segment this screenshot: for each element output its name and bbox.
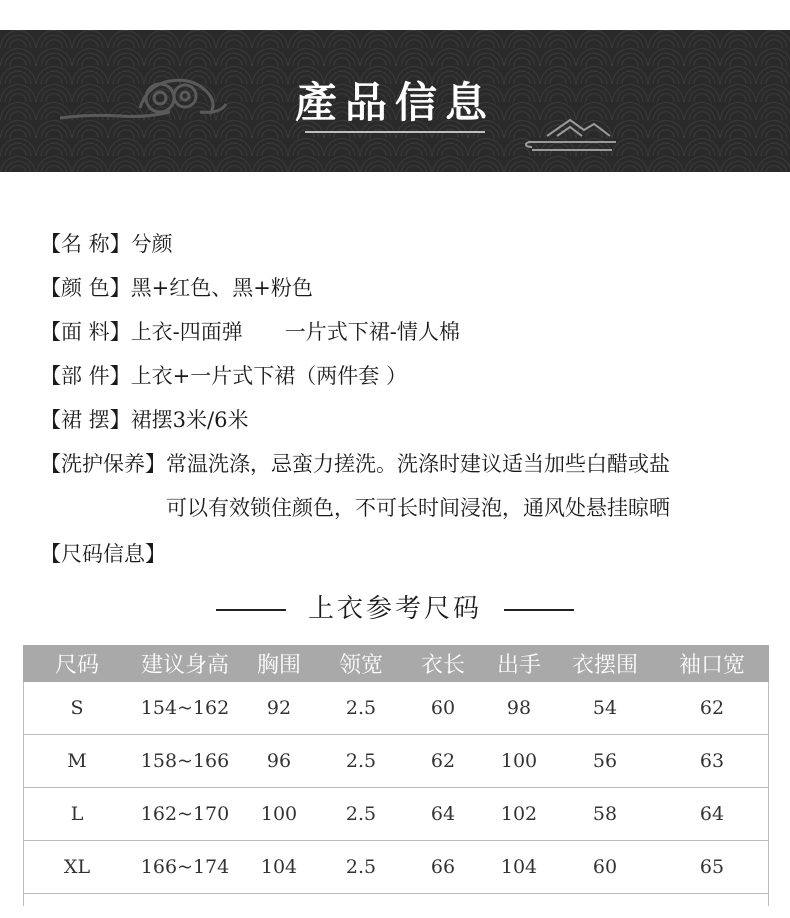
mountain-ornament-icon xyxy=(522,114,622,154)
table-header-cell: 领宽 xyxy=(319,645,403,682)
table-cell: L xyxy=(23,788,131,841)
table-cell: 2.5 xyxy=(319,682,403,735)
info-parts xyxy=(40,354,760,398)
table-row xyxy=(23,682,769,735)
header-banner xyxy=(0,30,790,172)
table-cell: 100 xyxy=(239,788,319,841)
table-cell: 54 xyxy=(555,682,655,735)
table-header-cell: 衣长 xyxy=(403,645,483,682)
info-fabric xyxy=(40,310,760,354)
table-cell: 158~166 xyxy=(131,735,239,788)
table-cell: 63 xyxy=(655,735,769,788)
table-cell: 2.5 xyxy=(319,788,403,841)
table-row xyxy=(23,841,769,894)
table-cell: 58 xyxy=(555,788,655,841)
wash-line-1: 常温洗涤，忌蛮力搓洗。洗涤时建议适当加些白醋或盐 xyxy=(166,452,670,476)
table-cell: 102 xyxy=(483,788,555,841)
table-cell: 2.5 xyxy=(319,841,403,894)
heading-dash-right xyxy=(504,609,574,611)
info-wash xyxy=(40,442,760,530)
table-border-left xyxy=(23,682,24,906)
table-cell: 64 xyxy=(655,788,769,841)
table-header-row xyxy=(23,645,769,682)
table-cell: 104 xyxy=(483,841,555,894)
info-hem xyxy=(40,398,760,442)
banner-title: 產品信息 xyxy=(294,78,495,127)
info-label: 【名 称】 xyxy=(40,232,131,256)
info-value: 兮颜 xyxy=(130,232,173,256)
table-cell: 98 xyxy=(483,682,555,735)
table-cell: 96 xyxy=(239,735,319,788)
wash-line-2: 可以有效锁住颜色，不可长时间浸泡，通风处悬挂晾晒 xyxy=(166,496,670,520)
info-value: 黑+红色、黑+粉色 xyxy=(130,276,313,300)
banner-underline xyxy=(305,131,485,133)
info-value: 裙摆3米/6米 xyxy=(130,408,249,432)
product-info-list xyxy=(40,222,760,576)
table-cell: 65 xyxy=(655,841,769,894)
info-value: 上衣+一片式下裙（两件套 ） xyxy=(130,364,407,388)
table-header-cell: 尺码 xyxy=(23,645,131,682)
table-header-cell: 建议身高 xyxy=(131,645,239,682)
info-name xyxy=(40,222,760,266)
table-header-cell: 衣摆围 xyxy=(555,645,655,682)
size-table xyxy=(23,645,769,894)
table-cell: 66 xyxy=(403,841,483,894)
table-cell: 60 xyxy=(403,682,483,735)
table-cell: 100 xyxy=(483,735,555,788)
table-cell: XL xyxy=(23,841,131,894)
table-cell: 62 xyxy=(655,682,769,735)
size-section-heading xyxy=(0,588,790,625)
table-cell: 162~170 xyxy=(131,788,239,841)
info-label: 【尺码信息】 xyxy=(40,542,166,566)
info-label: 【裙 摆】 xyxy=(40,408,131,432)
table-cell: 56 xyxy=(555,735,655,788)
info-label: 【部 件】 xyxy=(40,364,131,388)
table-cell: S xyxy=(23,682,131,735)
table-cell: 60 xyxy=(555,841,655,894)
table-border-right xyxy=(768,682,769,906)
info-label: 【颜 色】 xyxy=(40,276,131,300)
table-cell: 154~162 xyxy=(131,682,239,735)
table-header-cell: 胸围 xyxy=(239,645,319,682)
info-color xyxy=(40,266,760,310)
info-size-label xyxy=(40,532,760,576)
heading-dash-left xyxy=(216,609,286,611)
table-header-cell: 袖口宽 xyxy=(655,645,769,682)
table-header-cell: 出手 xyxy=(483,645,555,682)
table-cell: 64 xyxy=(403,788,483,841)
size-section-title: 上衣参考尺码 xyxy=(307,594,482,624)
table-cell: 2.5 xyxy=(319,735,403,788)
table-row xyxy=(23,788,769,841)
table-cell: 62 xyxy=(403,735,483,788)
table-cell: M xyxy=(23,735,131,788)
table-cell: 92 xyxy=(239,682,319,735)
info-label: 【面 料】 xyxy=(40,320,131,344)
info-value: 上衣-四面弹 一片式下裙-情人棉 xyxy=(130,320,460,344)
table-row xyxy=(23,735,769,788)
info-label: 【洗护保养】 xyxy=(40,452,166,476)
table-cell: 104 xyxy=(239,841,319,894)
table-cell: 166~174 xyxy=(131,841,239,894)
